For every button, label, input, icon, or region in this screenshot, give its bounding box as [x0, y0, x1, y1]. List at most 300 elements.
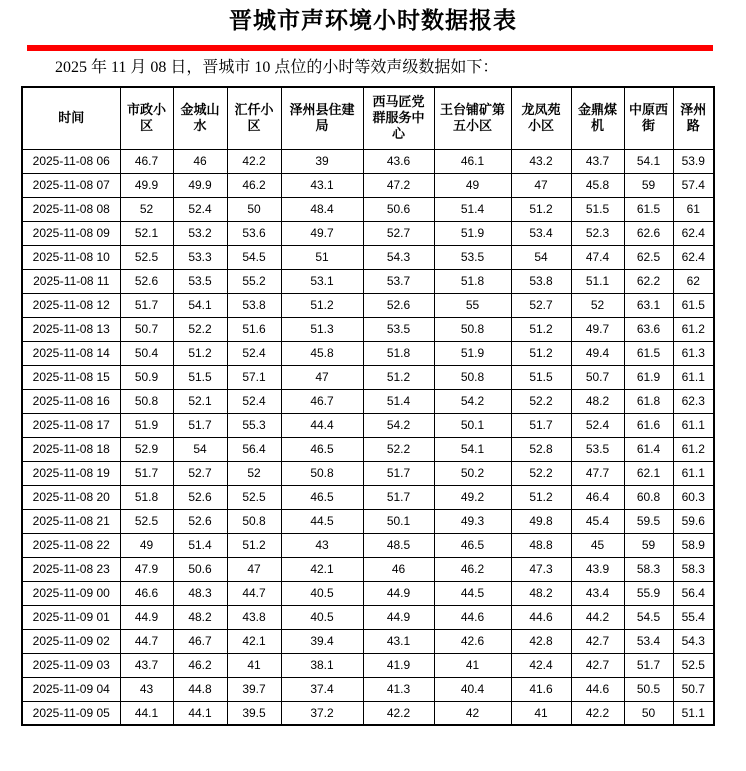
value-cell: 50.2 [434, 461, 511, 485]
station-column-header: 泽州县住建局 [281, 87, 363, 149]
value-cell: 47 [227, 557, 281, 581]
value-cell: 55.2 [227, 269, 281, 293]
value-cell: 46 [363, 557, 434, 581]
value-cell: 49 [434, 173, 511, 197]
value-cell: 62.3 [673, 389, 714, 413]
value-cell: 42.7 [571, 653, 624, 677]
value-cell: 41 [434, 653, 511, 677]
time-cell: 2025-11-08 22 [22, 533, 120, 557]
value-cell: 52.7 [511, 293, 571, 317]
station-column-header: 西马匠党群服务中心 [363, 87, 434, 149]
time-cell: 2025-11-08 08 [22, 197, 120, 221]
time-cell: 2025-11-08 09 [22, 221, 120, 245]
value-cell: 49.9 [120, 173, 173, 197]
value-cell: 39 [281, 149, 363, 173]
value-cell: 52.5 [120, 245, 173, 269]
value-cell: 39.5 [227, 701, 281, 725]
time-cell: 2025-11-08 11 [22, 269, 120, 293]
value-cell: 51.4 [173, 533, 227, 557]
value-cell: 50.8 [227, 509, 281, 533]
value-cell: 50 [227, 197, 281, 221]
value-cell: 62.5 [624, 245, 673, 269]
value-cell: 51.9 [434, 341, 511, 365]
value-cell: 53.5 [571, 437, 624, 461]
value-cell: 54.1 [624, 149, 673, 173]
value-cell: 51.5 [511, 365, 571, 389]
value-cell: 53.3 [173, 245, 227, 269]
value-cell: 61.8 [624, 389, 673, 413]
value-cell: 62 [673, 269, 714, 293]
time-cell: 2025-11-08 20 [22, 485, 120, 509]
value-cell: 58.3 [624, 557, 673, 581]
table-row [22, 389, 714, 413]
value-cell: 61.1 [673, 461, 714, 485]
value-cell: 53.4 [511, 221, 571, 245]
value-cell: 62.1 [624, 461, 673, 485]
value-cell: 60.3 [673, 485, 714, 509]
value-cell: 52.8 [511, 437, 571, 461]
table-row [22, 557, 714, 581]
value-cell: 53.8 [511, 269, 571, 293]
time-cell: 2025-11-08 10 [22, 245, 120, 269]
value-cell: 45.4 [571, 509, 624, 533]
station-column-header: 龙凤苑小区 [511, 87, 571, 149]
value-cell: 46.2 [227, 173, 281, 197]
value-cell: 62.4 [673, 221, 714, 245]
value-cell: 52 [571, 293, 624, 317]
value-cell: 54.2 [363, 413, 434, 437]
value-cell: 52.2 [173, 317, 227, 341]
value-cell: 49.8 [511, 509, 571, 533]
value-cell: 52 [227, 461, 281, 485]
value-cell: 58.9 [673, 533, 714, 557]
table-row [22, 197, 714, 221]
table-row [22, 173, 714, 197]
value-cell: 50.8 [434, 317, 511, 341]
value-cell: 42.1 [227, 629, 281, 653]
value-cell: 39.7 [227, 677, 281, 701]
value-cell: 61.5 [624, 341, 673, 365]
table-row [22, 149, 714, 173]
value-cell: 41.6 [511, 677, 571, 701]
value-cell: 51 [281, 245, 363, 269]
value-cell: 52.6 [173, 509, 227, 533]
time-cell: 2025-11-08 17 [22, 413, 120, 437]
value-cell: 49.9 [173, 173, 227, 197]
value-cell: 62.4 [673, 245, 714, 269]
value-cell: 52.5 [227, 485, 281, 509]
value-cell: 54.1 [173, 293, 227, 317]
value-cell: 54.1 [434, 437, 511, 461]
value-cell: 40.4 [434, 677, 511, 701]
value-cell: 52.1 [173, 389, 227, 413]
value-cell: 62.6 [624, 221, 673, 245]
value-cell: 53.7 [363, 269, 434, 293]
value-cell: 50.8 [120, 389, 173, 413]
value-cell: 50.7 [673, 677, 714, 701]
value-cell: 52 [120, 197, 173, 221]
value-cell: 55 [434, 293, 511, 317]
value-cell: 42.2 [363, 701, 434, 725]
time-cell: 2025-11-09 01 [22, 605, 120, 629]
value-cell: 51.5 [571, 197, 624, 221]
value-cell: 52.5 [120, 509, 173, 533]
value-cell: 47 [281, 365, 363, 389]
value-cell: 51.9 [434, 221, 511, 245]
value-cell: 50.6 [173, 557, 227, 581]
value-cell: 52.5 [673, 653, 714, 677]
value-cell: 38.1 [281, 653, 363, 677]
value-cell: 51.8 [363, 341, 434, 365]
station-column-header: 泽州路 [673, 87, 714, 149]
value-cell: 59.6 [673, 509, 714, 533]
red-divider [27, 45, 713, 51]
value-cell: 54.3 [673, 629, 714, 653]
value-cell: 51.3 [281, 317, 363, 341]
value-cell: 55.9 [624, 581, 673, 605]
time-cell: 2025-11-09 02 [22, 629, 120, 653]
value-cell: 53.5 [363, 317, 434, 341]
value-cell: 59 [624, 173, 673, 197]
value-cell: 42.7 [571, 629, 624, 653]
table-row [22, 509, 714, 533]
value-cell: 45.8 [281, 341, 363, 365]
value-cell: 51.2 [511, 341, 571, 365]
time-cell: 2025-11-08 12 [22, 293, 120, 317]
value-cell: 51.7 [624, 653, 673, 677]
noise-data-table [21, 86, 715, 726]
station-column-header: 金城山水 [173, 87, 227, 149]
value-cell: 48.3 [173, 581, 227, 605]
value-cell: 52.4 [227, 341, 281, 365]
value-cell: 42.2 [571, 701, 624, 725]
time-cell: 2025-11-08 14 [22, 341, 120, 365]
value-cell: 42.6 [434, 629, 511, 653]
time-cell: 2025-11-09 05 [22, 701, 120, 725]
value-cell: 59.5 [624, 509, 673, 533]
table-row [22, 653, 714, 677]
value-cell: 39.4 [281, 629, 363, 653]
value-cell: 53.8 [227, 293, 281, 317]
value-cell: 47.2 [363, 173, 434, 197]
value-cell: 51.7 [511, 413, 571, 437]
value-cell: 52.9 [120, 437, 173, 461]
value-cell: 51.2 [511, 197, 571, 221]
table-row [22, 701, 714, 725]
value-cell: 52.2 [363, 437, 434, 461]
value-cell: 57.1 [227, 365, 281, 389]
value-cell: 53.5 [173, 269, 227, 293]
value-cell: 50.1 [434, 413, 511, 437]
value-cell: 61 [673, 197, 714, 221]
value-cell: 54.5 [227, 245, 281, 269]
value-cell: 43.8 [227, 605, 281, 629]
value-cell: 44.5 [281, 509, 363, 533]
time-cell: 2025-11-08 07 [22, 173, 120, 197]
time-cell: 2025-11-08 19 [22, 461, 120, 485]
value-cell: 46.6 [120, 581, 173, 605]
value-cell: 51.9 [120, 413, 173, 437]
value-cell: 47.3 [511, 557, 571, 581]
table-row [22, 269, 714, 293]
value-cell: 49.2 [434, 485, 511, 509]
value-cell: 51.2 [511, 317, 571, 341]
value-cell: 47.7 [571, 461, 624, 485]
value-cell: 43.7 [571, 149, 624, 173]
table-row [22, 677, 714, 701]
value-cell: 49.4 [571, 341, 624, 365]
value-cell: 48.4 [281, 197, 363, 221]
table-row [22, 485, 714, 509]
value-cell: 52.4 [173, 197, 227, 221]
table-row [22, 581, 714, 605]
value-cell: 51.7 [120, 461, 173, 485]
table-row [22, 437, 714, 461]
value-cell: 49.7 [571, 317, 624, 341]
value-cell: 48.5 [363, 533, 434, 557]
value-cell: 45 [571, 533, 624, 557]
value-cell: 51.8 [120, 485, 173, 509]
value-cell: 61.3 [673, 341, 714, 365]
time-cell: 2025-11-09 03 [22, 653, 120, 677]
value-cell: 52.2 [511, 461, 571, 485]
value-cell: 61.1 [673, 413, 714, 437]
value-cell: 45.8 [571, 173, 624, 197]
value-cell: 54 [173, 437, 227, 461]
value-cell: 56.4 [673, 581, 714, 605]
value-cell: 54.2 [434, 389, 511, 413]
value-cell: 41.3 [363, 677, 434, 701]
station-column-header: 市政小区 [120, 87, 173, 149]
value-cell: 46.5 [281, 437, 363, 461]
value-cell: 51.5 [173, 365, 227, 389]
table-row [22, 317, 714, 341]
value-cell: 43.7 [120, 653, 173, 677]
value-cell: 44.7 [227, 581, 281, 605]
value-cell: 51.4 [363, 389, 434, 413]
value-cell: 44.8 [173, 677, 227, 701]
value-cell: 50.9 [120, 365, 173, 389]
time-cell: 2025-11-09 04 [22, 677, 120, 701]
value-cell: 37.4 [281, 677, 363, 701]
value-cell: 50.7 [571, 365, 624, 389]
value-cell: 53.6 [227, 221, 281, 245]
value-cell: 52.6 [173, 485, 227, 509]
table-row [22, 461, 714, 485]
time-cell: 2025-11-08 18 [22, 437, 120, 461]
table-row [22, 341, 714, 365]
value-cell: 47 [511, 173, 571, 197]
value-cell: 46.2 [173, 653, 227, 677]
value-cell: 52.3 [571, 221, 624, 245]
value-cell: 47.4 [571, 245, 624, 269]
value-cell: 40.5 [281, 605, 363, 629]
value-cell: 51.8 [434, 269, 511, 293]
value-cell: 51.1 [673, 701, 714, 725]
value-cell: 53.5 [434, 245, 511, 269]
station-column-header: 王台铺矿第五小区 [434, 87, 511, 149]
value-cell: 43.2 [511, 149, 571, 173]
value-cell: 42.2 [227, 149, 281, 173]
value-cell: 52.4 [227, 389, 281, 413]
value-cell: 46.4 [571, 485, 624, 509]
value-cell: 41 [227, 653, 281, 677]
value-cell: 44.6 [511, 605, 571, 629]
value-cell: 53.4 [624, 629, 673, 653]
table-row [22, 629, 714, 653]
value-cell: 51.7 [120, 293, 173, 317]
value-cell: 43.1 [363, 629, 434, 653]
time-cell: 2025-11-08 16 [22, 389, 120, 413]
value-cell: 54 [511, 245, 571, 269]
table-row [22, 605, 714, 629]
value-cell: 43 [281, 533, 363, 557]
time-cell: 2025-11-08 21 [22, 509, 120, 533]
value-cell: 44.6 [571, 677, 624, 701]
value-cell: 61.9 [624, 365, 673, 389]
value-cell: 52.7 [173, 461, 227, 485]
value-cell: 46.7 [281, 389, 363, 413]
value-cell: 48.2 [511, 581, 571, 605]
value-cell: 54.3 [363, 245, 434, 269]
value-cell: 44.1 [120, 701, 173, 725]
table-header [22, 87, 714, 149]
value-cell: 52.7 [363, 221, 434, 245]
value-cell: 51.7 [363, 485, 434, 509]
value-cell: 50.5 [624, 677, 673, 701]
value-cell: 46.5 [434, 533, 511, 557]
value-cell: 58.3 [673, 557, 714, 581]
time-cell: 2025-11-08 06 [22, 149, 120, 173]
value-cell: 41 [511, 701, 571, 725]
table-row [22, 221, 714, 245]
value-cell: 61.4 [624, 437, 673, 461]
value-cell: 49.3 [434, 509, 511, 533]
value-cell: 61.1 [673, 365, 714, 389]
value-cell: 61.6 [624, 413, 673, 437]
value-cell: 51.7 [363, 461, 434, 485]
value-cell: 44.1 [173, 701, 227, 725]
value-cell: 48.8 [511, 533, 571, 557]
value-cell: 53.9 [673, 149, 714, 173]
station-column-header: 汇仟小区 [227, 87, 281, 149]
header-row [22, 87, 714, 149]
value-cell: 53.1 [281, 269, 363, 293]
value-cell: 55.3 [227, 413, 281, 437]
value-cell: 46.7 [120, 149, 173, 173]
value-cell: 61.2 [673, 317, 714, 341]
value-cell: 51.6 [227, 317, 281, 341]
value-cell: 43.4 [571, 581, 624, 605]
value-cell: 52.1 [120, 221, 173, 245]
value-cell: 61.2 [673, 437, 714, 461]
value-cell: 43.1 [281, 173, 363, 197]
value-cell: 63.1 [624, 293, 673, 317]
value-cell: 59 [624, 533, 673, 557]
time-cell: 2025-11-08 15 [22, 365, 120, 389]
report-title: 晋城市声环境小时数据报表 [229, 8, 517, 33]
value-cell: 50.4 [120, 341, 173, 365]
time-cell: 2025-11-09 00 [22, 581, 120, 605]
value-cell: 44.6 [434, 605, 511, 629]
value-cell: 46.2 [434, 557, 511, 581]
value-cell: 44.5 [434, 581, 511, 605]
table-row [22, 365, 714, 389]
value-cell: 50 [624, 701, 673, 725]
value-cell: 42.4 [511, 653, 571, 677]
value-cell: 61.5 [624, 197, 673, 221]
value-cell: 51.1 [571, 269, 624, 293]
table-row [22, 413, 714, 437]
value-cell: 50.8 [281, 461, 363, 485]
value-cell: 51.2 [173, 341, 227, 365]
value-cell: 44.2 [571, 605, 624, 629]
value-cell: 44.9 [120, 605, 173, 629]
value-cell: 54.5 [624, 605, 673, 629]
value-cell: 43.9 [571, 557, 624, 581]
value-cell: 50.7 [120, 317, 173, 341]
value-cell: 51.2 [227, 533, 281, 557]
value-cell: 47.9 [120, 557, 173, 581]
value-cell: 50.1 [363, 509, 434, 533]
value-cell: 42 [434, 701, 511, 725]
value-cell: 51.4 [434, 197, 511, 221]
value-cell: 49.7 [281, 221, 363, 245]
value-cell: 43.6 [363, 149, 434, 173]
value-cell: 55.4 [673, 605, 714, 629]
value-cell: 63.6 [624, 317, 673, 341]
value-cell: 50.6 [363, 197, 434, 221]
value-cell: 60.8 [624, 485, 673, 509]
value-cell: 42.8 [511, 629, 571, 653]
value-cell: 46.7 [173, 629, 227, 653]
value-cell: 56.4 [227, 437, 281, 461]
value-cell: 62.2 [624, 269, 673, 293]
value-cell: 49 [120, 533, 173, 557]
value-cell: 50.8 [434, 365, 511, 389]
value-cell: 44.9 [363, 605, 434, 629]
value-cell: 52.6 [120, 269, 173, 293]
table-row [22, 245, 714, 269]
time-cell: 2025-11-08 23 [22, 557, 120, 581]
table-row [22, 293, 714, 317]
value-cell: 40.5 [281, 581, 363, 605]
value-cell: 44.7 [120, 629, 173, 653]
value-cell: 43 [120, 677, 173, 701]
value-cell: 48.2 [173, 605, 227, 629]
value-cell: 46 [173, 149, 227, 173]
table-row [22, 533, 714, 557]
value-cell: 52.2 [511, 389, 571, 413]
time-column-header: 时间 [22, 87, 120, 149]
value-cell: 51.2 [363, 365, 434, 389]
station-column-header: 金鼎煤机 [571, 87, 624, 149]
station-column-header: 中原西街 [624, 87, 673, 149]
time-cell: 2025-11-08 13 [22, 317, 120, 341]
value-cell: 44.9 [363, 581, 434, 605]
value-cell: 52.4 [571, 413, 624, 437]
value-cell: 41.9 [363, 653, 434, 677]
value-cell: 51.2 [511, 485, 571, 509]
value-cell: 57.4 [673, 173, 714, 197]
table-body [22, 149, 714, 725]
value-cell: 52.6 [363, 293, 434, 317]
value-cell: 53.2 [173, 221, 227, 245]
value-cell: 44.4 [281, 413, 363, 437]
value-cell: 46.1 [434, 149, 511, 173]
value-cell: 61.5 [673, 293, 714, 317]
value-cell: 51.2 [281, 293, 363, 317]
